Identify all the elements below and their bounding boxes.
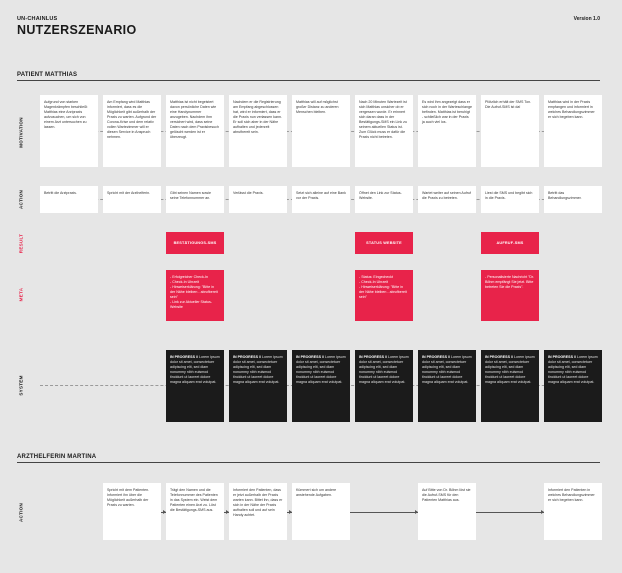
motivation-card: Es wird ihm angezeigt dass er sich noch in der Warteschlange befinden. Matthias ist beruhigt - schließlich war in der Praxis ja auch viel los.: [418, 95, 476, 167]
version-label: Version 1.0: [573, 16, 600, 22]
motivation-card: Am Empfang wird Matthias informiert, dass es die Möglichkeit gibt außerhalb der Praxis zu warten. Aufgrund der Corona-Krise und dem relativ vollen Wartezimmer will er diesen Service in Anspruch nehmen.: [103, 95, 161, 167]
system-card: [418, 350, 476, 422]
motivation-card: Plötzlich erhält der SMS Ton. Die Aufruf-SMS ist da!: [481, 95, 539, 167]
system-placeholder-text: Lorem ipsum dolor sit amet, consectetuer adipiscing elit, sed diam nonummy nibh euismod tincidunt ut laoreet dolore magna aliquam erat volutpat.: [359, 355, 409, 384]
assistant-action-card: Spricht mit dem Patienten. Informiert ihn über die Möglichkeit außerhalb der Praxis zu warten.: [103, 483, 161, 540]
motivation-card: Matthias ist nicht begeistert davon persönliche Daten wie eine Handynummer anzugeben. Nachdem ihm versichert wird, dass seine Daten nach dem Praxisbesuch gelöscht werden ist er überzeugt.: [166, 95, 224, 167]
system-card: [544, 350, 602, 422]
meta-card: [166, 270, 224, 321]
meta-line: - Check-In Uhrzeit: [359, 280, 388, 284]
row-label-assistant-action: ACTION: [18, 502, 24, 523]
system-placeholder-text: Lorem ipsum dolor sit amet, consectetuer adipiscing elit, sed diam nonummy nibh euismod tincidunt ut laoreet dolore magna aliquam erat volutpat.: [548, 355, 598, 384]
result-card: STATUS WEBSITE: [355, 232, 413, 254]
row-label-meta: META: [18, 287, 24, 302]
action-card: Betritt die Arztpraxis.: [40, 186, 98, 213]
system-placeholder-text: Lorem ipsum dolor sit amet, consectetuer adipiscing elit, sed diam nonummy nibh euismod tincidunt ut laoreet dolore magna aliquam erat volutpat.: [233, 355, 283, 384]
motivation-card: Nach 20 Minuten Wartezeit ist sich Matthias unsicher ob er vergessen wurde. Er erinnert sich daran dass in der Bestätigungs-SMS ein Link zu seinem aktuellen Status ist. Zum Glück muss er dafür die Praxis nicht betreten.: [355, 95, 413, 167]
action-card: Betritt das Behandlungszimmer.: [544, 186, 602, 213]
system-placeholder-text: Lorem ipsum dolor sit amet, consectetuer adipiscing elit, sed diam nonummy nibh euismod tincidunt ut laoreet dolore magna aliquam erat volutpat.: [422, 355, 472, 384]
assistant-action-card: Kümmert sich um andere anstehende Aufgaben.: [292, 483, 350, 540]
system-card: [355, 350, 413, 422]
motivation-card: Nachdem er die Registrierung am Empfang abgeschlossen hat, wird er informiert, dass er die Praxis nun verlassen kann. Er soll sich aber in der Nähe aufhalten und jederzeit abrufbereit sein.: [229, 95, 287, 167]
action-card: Spricht mit der Arzthelferin.: [103, 186, 161, 213]
row-label-motivation: MOTIVATION: [18, 117, 24, 148]
action-card: Verlässt die Praxis.: [229, 186, 287, 213]
row-label-result: RESULT: [18, 233, 24, 254]
system-placeholder-text: Lorem ipsum dolor sit amet, consectetuer adipiscing elit, sed diam nonummy nibh euismod tincidunt ut laoreet dolore magna aliquam erat volutpat.: [485, 355, 535, 384]
result-card: AUFRUF-SMS: [481, 232, 539, 254]
system-status-label: IN PROGRESS //: [233, 355, 262, 359]
action-card: Gibt seinen Namen sowie seine Telefonnummer an.: [166, 186, 224, 213]
pre-title: UN-CHAINLUS: [17, 16, 58, 22]
section-rule-assistant: [17, 462, 600, 463]
system-status-label: IN PROGRESS //: [359, 355, 388, 359]
assistant-action-card: Auf Bitte von Dr. Böhm löst sie die Aufruf-SMS für den Patienten Matthias aus.: [418, 483, 476, 540]
system-placeholder-text: Lorem ipsum dolor sit amet, consectetuer adipiscing elit, sed diam nonummy nibh euismod tincidunt ut laoreet dolore magna aliquam erat volutpat.: [296, 355, 346, 384]
action-card: Wartet weiter auf seinen Aufruf die Praxis zu betreten.: [418, 186, 476, 213]
meta-line: - Check-In Uhrzeit: [170, 280, 199, 284]
motivation-card: Matthias will auf möglichst großer Distanz zu anderen Menschen bleiben.: [292, 95, 350, 167]
system-placeholder-text: Lorem ipsum dolor sit amet, consectetuer adipiscing elit, sed diam nonummy nibh euismod tincidunt ut laoreet dolore magna aliquam erat volutpat.: [170, 355, 220, 384]
system-status-label: IN PROGRESS //: [296, 355, 325, 359]
action-card: Öffnet den Link zur Status-Website.: [355, 186, 413, 213]
meta-card: [481, 270, 539, 321]
meta-line: - Erfolgreicher Check-In: [170, 275, 208, 279]
meta-line: - Link zur Aktueller Status-Website: [170, 300, 212, 309]
assistant-action-card: Informiert den Patienten in welches Behandlungszimmer er sich begeben kann.: [544, 483, 602, 540]
system-card: [166, 350, 224, 422]
system-card: [481, 350, 539, 422]
system-status-label: IN PROGRESS //: [548, 355, 577, 359]
system-status-label: IN PROGRESS //: [422, 355, 451, 359]
assistant-action-card: Trägt den Namen und die Telefonnummer des Patienten in das System ein. Weist dem Patienten einen Arzt zu. Löst die Bestätigungs-SMS aus.: [166, 483, 224, 540]
action-card: Liest die SMS und begibt sich in die Praxis.: [481, 186, 539, 213]
row-label-system: SYSTEM: [18, 375, 24, 396]
row-label-action: ACTION: [18, 189, 24, 210]
section-rule-patient: [17, 80, 600, 81]
meta-line: - Status: Eingecheckt: [359, 275, 393, 279]
page-title: NUTZERSZENARIO: [17, 23, 137, 37]
motivation-card: Matthias wird in der Praxis empfangen und informiert in welches Behandlungszimmer er sich begeben kann.: [544, 95, 602, 167]
result-card: BESTÄTIGUNGS-SMS: [166, 232, 224, 254]
meta-line: - Personalisierte Nachricht "Dr. Böhm empfängt Sie jetzt. Bitte betreten Sie die Praxis".: [485, 275, 535, 289]
system-status-label: IN PROGRESS //: [170, 355, 199, 359]
system-status-label: IN PROGRESS //: [485, 355, 514, 359]
meta-line: - Hinweiserklärung: "Bitte in der Nähe bleiben - abrufbereit sein": [170, 285, 218, 299]
assistant-action-card: Informiert den Patienten, dass er jetzt außerhalb der Praxis warten kann. Bittet ihn, dass er sich in der Nähe der Praxis aufhalten soll und auf sein Handy achtet.: [229, 483, 287, 540]
system-card: [292, 350, 350, 422]
action-card: Setzt sich alleine auf eine Bank vor der Praxis.: [292, 186, 350, 213]
section-title-assistant: ARZTHELFERIN MARTINA: [17, 454, 97, 460]
meta-card: [355, 270, 413, 321]
meta-line: - Hinweiserklärung: "Bitte in der Nähe bleiben - abrufbereit sein": [359, 285, 407, 299]
motivation-card: Aufgrund von starken Magenkrämpfen beschließt Matthias eine Arztpraxis aufzusuchen, um sich von einem Arzt untersuchen zu lassen.: [40, 95, 98, 167]
section-title-patient: PATIENT MATTHIAS: [17, 72, 78, 78]
system-card: [229, 350, 287, 422]
